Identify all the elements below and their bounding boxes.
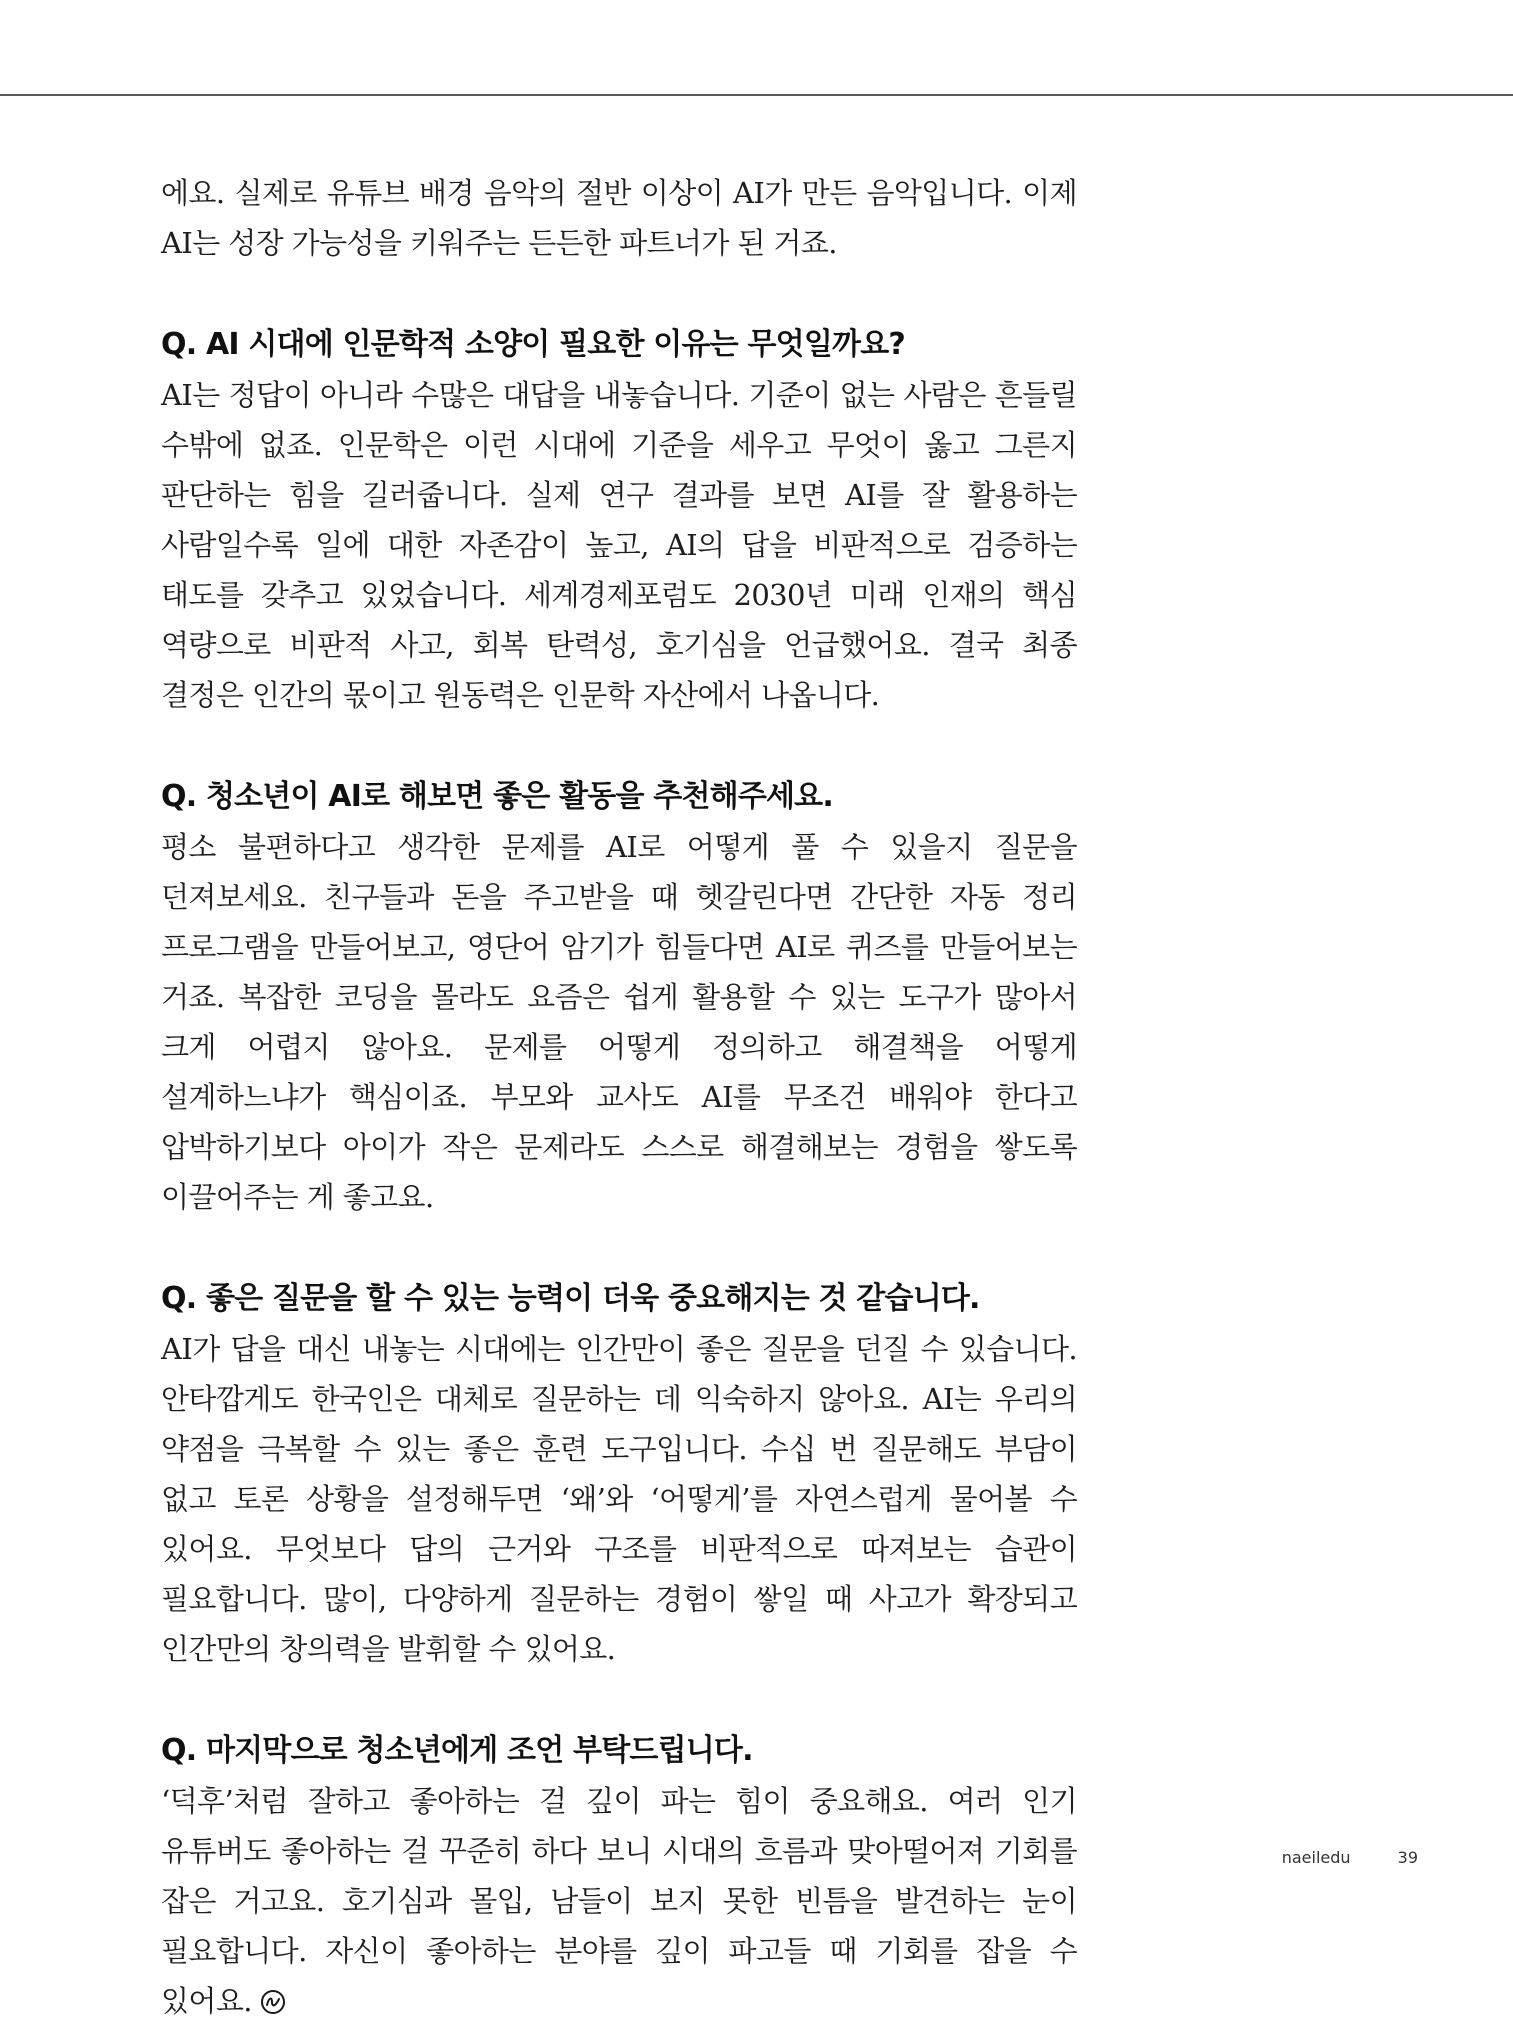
qa-block-2	[161, 772, 1077, 1222]
question-heading: Q. AI 시대에 인문학적 소양이 필요한 이유는 무엇일까요?	[161, 327, 905, 362]
intro-paragraph: 에요. 실제로 유튜브 배경 음악의 절반 이상이 AI가 만든 음악입니다. 이제 AI는 성장 가능성을 키워주는 든든한 파트너가 된 거죠.	[161, 176, 1077, 260]
page-number: 39	[1397, 1848, 1418, 1867]
answer-paragraph: 평소 불편하다고 생각한 문제를 AI로 어떻게 풀 수 있을지 질문을 던져보세요. 친구들과 돈을 주고받을 때 헷갈린다면 간단한 자동 정리 프로그램을 만들어보고, 영단어 암기가 힘들다면 AI로 퀴즈를 만들어보는 거죠. 복잡한 코딩을 몰라도 요즘은 쉽게 활용할 수 있는 도구가 많아서 크게 어렵지 않아요. 문제를 어떻게 정의하고 해결책을 어떻게 설계하느냐가 핵심이죠. 부모와 교사도 AI를 무조건 배워야 한다고 압박하기보다 아이가 작은 문제라도 스스로 해결해보는 경험을 쌓도록 이끌어주는 게 좋고요.	[161, 830, 1077, 1214]
header-divider	[0, 94, 1513, 96]
question-heading: Q. 청소년이 AI로 해보면 좋은 활동을 추천해주세요.	[161, 779, 833, 814]
answer-paragraph: AI는 정답이 아니라 수많은 대답을 내놓습니다. 기준이 없는 사람은 흔들릴 수밖에 없죠. 인문학은 이런 시대에 기준을 세우고 무엇이 옳고 그른지 판단하는 힘을 길러줍니다. 실제 연구 결과를 보면 AI를 잘 활용하는 사람일수록 일에 대한 자존감이 높고, AI의 답을 비판적으로 검증하는 태도를 갖추고 있었습니다. 세계경제포럼도 2030년 미래 인재의 핵심 역량으로 비판적 사고, 회복 탄력성, 호기심을 언급했어요. 결국 최종 결정은 인간의 몫이고 원동력은 인문학 자산에서 나옵니다.	[161, 378, 1077, 712]
question-heading: Q. 좋은 질문을 할 수 있는 능력이 더욱 중요해지는 것 같습니다.	[161, 1281, 980, 1316]
page-footer	[1282, 1848, 1418, 1867]
naeil-logo-icon	[260, 1980, 286, 2006]
article-body	[161, 168, 1077, 2026]
qa-block-3	[161, 1274, 1077, 1674]
publication-name: naeiledu	[1281, 1848, 1351, 1867]
answer-paragraph	[161, 1776, 1077, 2026]
question-heading: Q. 마지막으로 청소년에게 조언 부탁드립니다.	[161, 1733, 753, 1768]
qa-block-1	[161, 320, 1077, 720]
answer-text: ‘덕후’처럼 잘하고 좋아하는 걸 깊이 파는 힘이 중요해요. 여러 인기 유튜버도 좋아하는 걸 꾸준히 하다 보니 시대의 흐름과 맞아떨어져 기회를 잡은 거고요. 호기심과 몰입, 남들이 보지 못한 빈틈을 발견하는 눈이 필요합니다. 자신이 좋아하는 분야를 깊이 파고들 때 기회를 잡을 수 있어요.	[161, 1784, 1077, 2018]
answer-paragraph: AI가 답을 대신 내놓는 시대에는 인간만이 좋은 질문을 던질 수 있습니다. 안타깝게도 한국인은 대체로 질문하는 데 익숙하지 않아요. AI는 우리의 약점을 극복할 수 있는 좋은 훈련 도구입니다. 수십 번 질문해도 부담이 없고 토론 상황을 설정해두면 ‘왜’와 ‘어떻게’를 자연스럽게 물어볼 수 있어요. 무엇보다 답의 근거와 구조를 비판적으로 따져보는 습관이 필요합니다. 많이, 다양하게 질문하는 경험이 쌓일 때 사고가 확장되고 인간만의 창의력을 발휘할 수 있어요.	[161, 1332, 1077, 1666]
qa-block-4	[161, 1726, 1077, 2026]
